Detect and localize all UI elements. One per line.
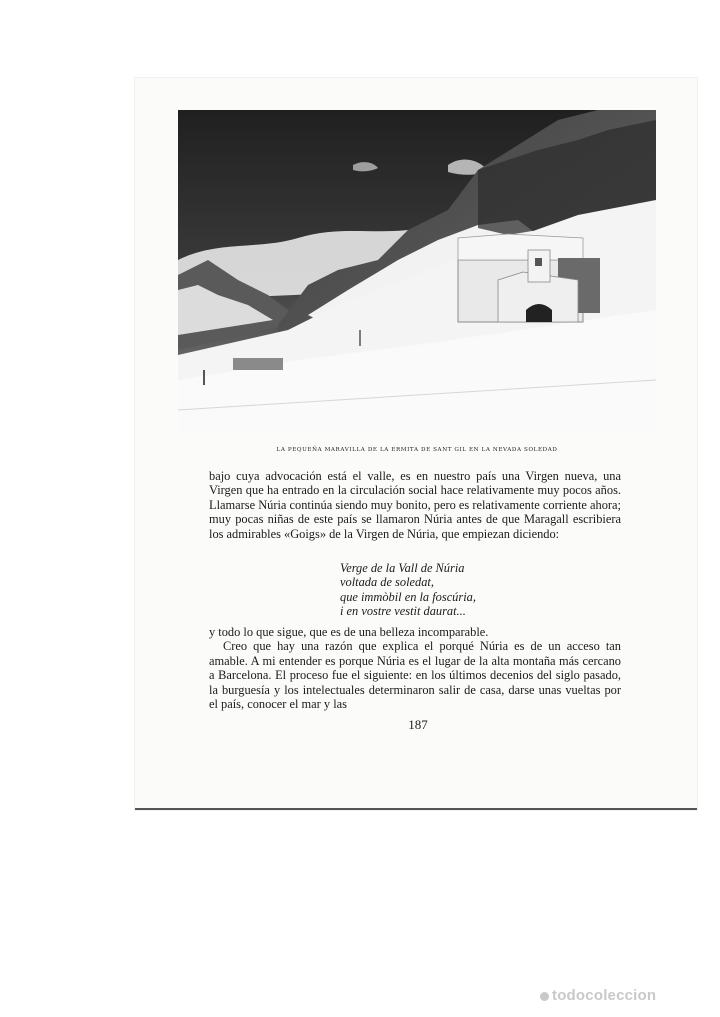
photo-caption: LA PEQUEÑA MARAVILLA DE LA ERMITA DE SANT GIL EN LA NEVADA SOLEDAD: [276, 447, 558, 453]
poem-quote: [340, 561, 476, 619]
page-edge-rule: [135, 808, 697, 810]
poem-line: voltada de soledat,: [340, 575, 434, 590]
paragraph-2-text: y todo lo que sigue, que es de una belleza incomparable.: [209, 625, 489, 639]
watermark-text: todocoleccion: [552, 987, 657, 1004]
poem-line: que immòbil en la foscúria,: [340, 589, 476, 604]
paragraph-3-text: Creo que hay una razón que explica el porqué Núria es de un acceso tan amable. A mi entender es porque Núria es el lugar de la alta montaña más cercano a Barcelona. El proceso fue el siguiente: en los últimos decenios del siglo pasado, la burguesía y los intelectuales determinaron salir de casa, darse unas vueltas por el país, conocer el mar y las: [209, 639, 621, 712]
paragraph-1-text: bajo cuya advocación está el valle, es en nuestro país una Virgen nueva, una Virgen que ha entrado en la circulación social hace relativamente muy pocos años. Llamarse Núria continúa siendo muy bonito, pero es relativamente corriente ahora; muy pocas niñas de este país se llamaron Núria antes de que Maragall escribiera los admirables «Goigs» de la Virgen de Núria, que empiezan diciendo:: [209, 469, 621, 541]
paragraph-1: [209, 469, 621, 541]
watermark-logo-icon: [540, 992, 549, 1001]
page-number: 187: [408, 717, 428, 732]
watermark: [540, 987, 656, 1004]
photo-hermitage-sant-gil: [178, 110, 656, 432]
poem-line: Verge de la Vall de Núria: [340, 561, 465, 575]
paragraph-group-2: [209, 625, 621, 711]
poem-line: i en vostre vestit daurat...: [340, 604, 466, 619]
